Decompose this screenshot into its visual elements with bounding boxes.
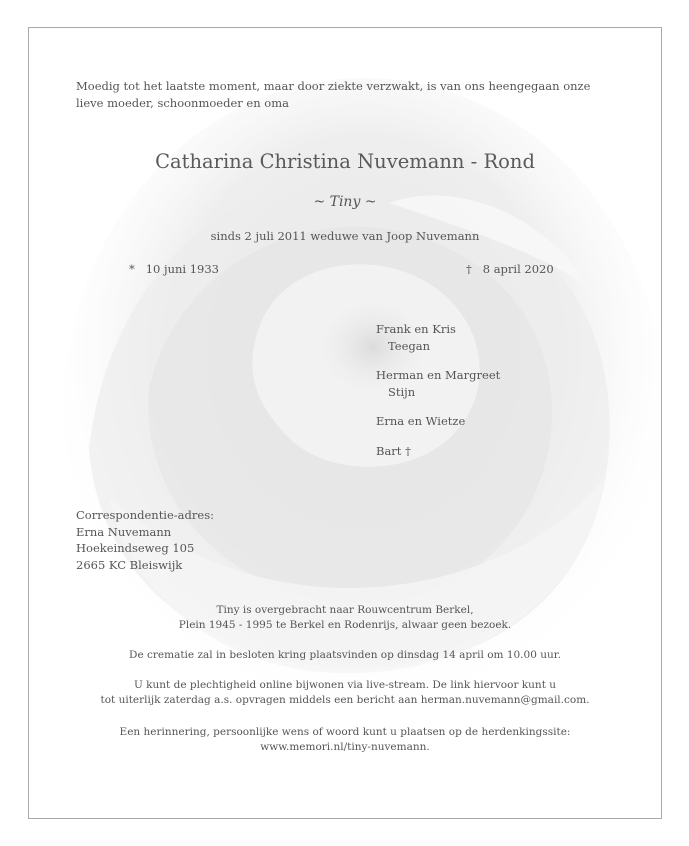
family-entry	[376, 321, 456, 354]
death-date: 8 april 2020	[482, 262, 554, 276]
family-entry	[376, 367, 500, 400]
family-names: Herman en Margreet	[376, 368, 501, 382]
family-names: Frank en Kris	[376, 322, 456, 336]
memory-line-2: www.memori.nl/tiny-nuvemann.	[260, 741, 430, 753]
deceased-name: Catharina Christina Nuvemann - Rond	[155, 150, 535, 173]
birth-date: 10 juni 1933	[145, 262, 219, 276]
correspondence-city: 2665 KC Bleiswijk	[76, 557, 183, 572]
memory-line-1: Een herinnering, persoonlijke wens of woord kunt u plaatsen op de herdenkingssite:	[119, 726, 571, 738]
birth-date-line	[129, 261, 219, 278]
death-notice-card	[28, 27, 662, 819]
widow-line: sinds 2 juli 2011 weduwe van Joop Nuvemann	[210, 229, 480, 243]
cremation-line: De crematie zal in besloten kring plaatsvinden op dinsdag 14 april om 10.00 uur.	[129, 649, 561, 661]
stream-line-2: tot uiterlijk zaterdag a.s. opvragen middels een bericht aan herman.nuvemann@gmail.com.	[100, 694, 590, 706]
deceased-nickname: ~ Tiny ~	[313, 194, 377, 210]
family-children: Teegan	[388, 338, 431, 353]
transfer-line-2: Plein 1945 - 1995 te Berkel en Rodenrijs, alwaar geen bezoek.	[178, 619, 512, 631]
intro-text: Moedig tot het laatste moment, maar door ziekte verzwakt, is van ons heengegaan onze lieve moeder, schoonmoeder en oma	[76, 79, 591, 110]
death-symbol: †	[466, 262, 472, 276]
transfer-line-1: Tiny is overgebracht naar Rouwcentrum Berkel,	[216, 604, 474, 616]
correspondence-street: Hoekeindseweg 105	[76, 541, 195, 555]
stream-line-1: U kunt de plechtigheid online bijwonen via live-stream. De link hiervoor kunt u	[133, 679, 557, 691]
family-entry	[376, 443, 411, 460]
birth-symbol: *	[129, 262, 135, 276]
correspondence-address	[76, 507, 214, 573]
death-date-line	[466, 261, 554, 278]
family-entry	[376, 413, 465, 430]
correspondence-name: Erna Nuvemann	[76, 524, 172, 539]
family-names: Erna en Wietze	[376, 414, 466, 428]
family-names: Bart †	[376, 444, 411, 458]
correspondence-label: Correspondentie-adres:	[76, 508, 214, 522]
family-children: Stijn	[388, 384, 416, 399]
